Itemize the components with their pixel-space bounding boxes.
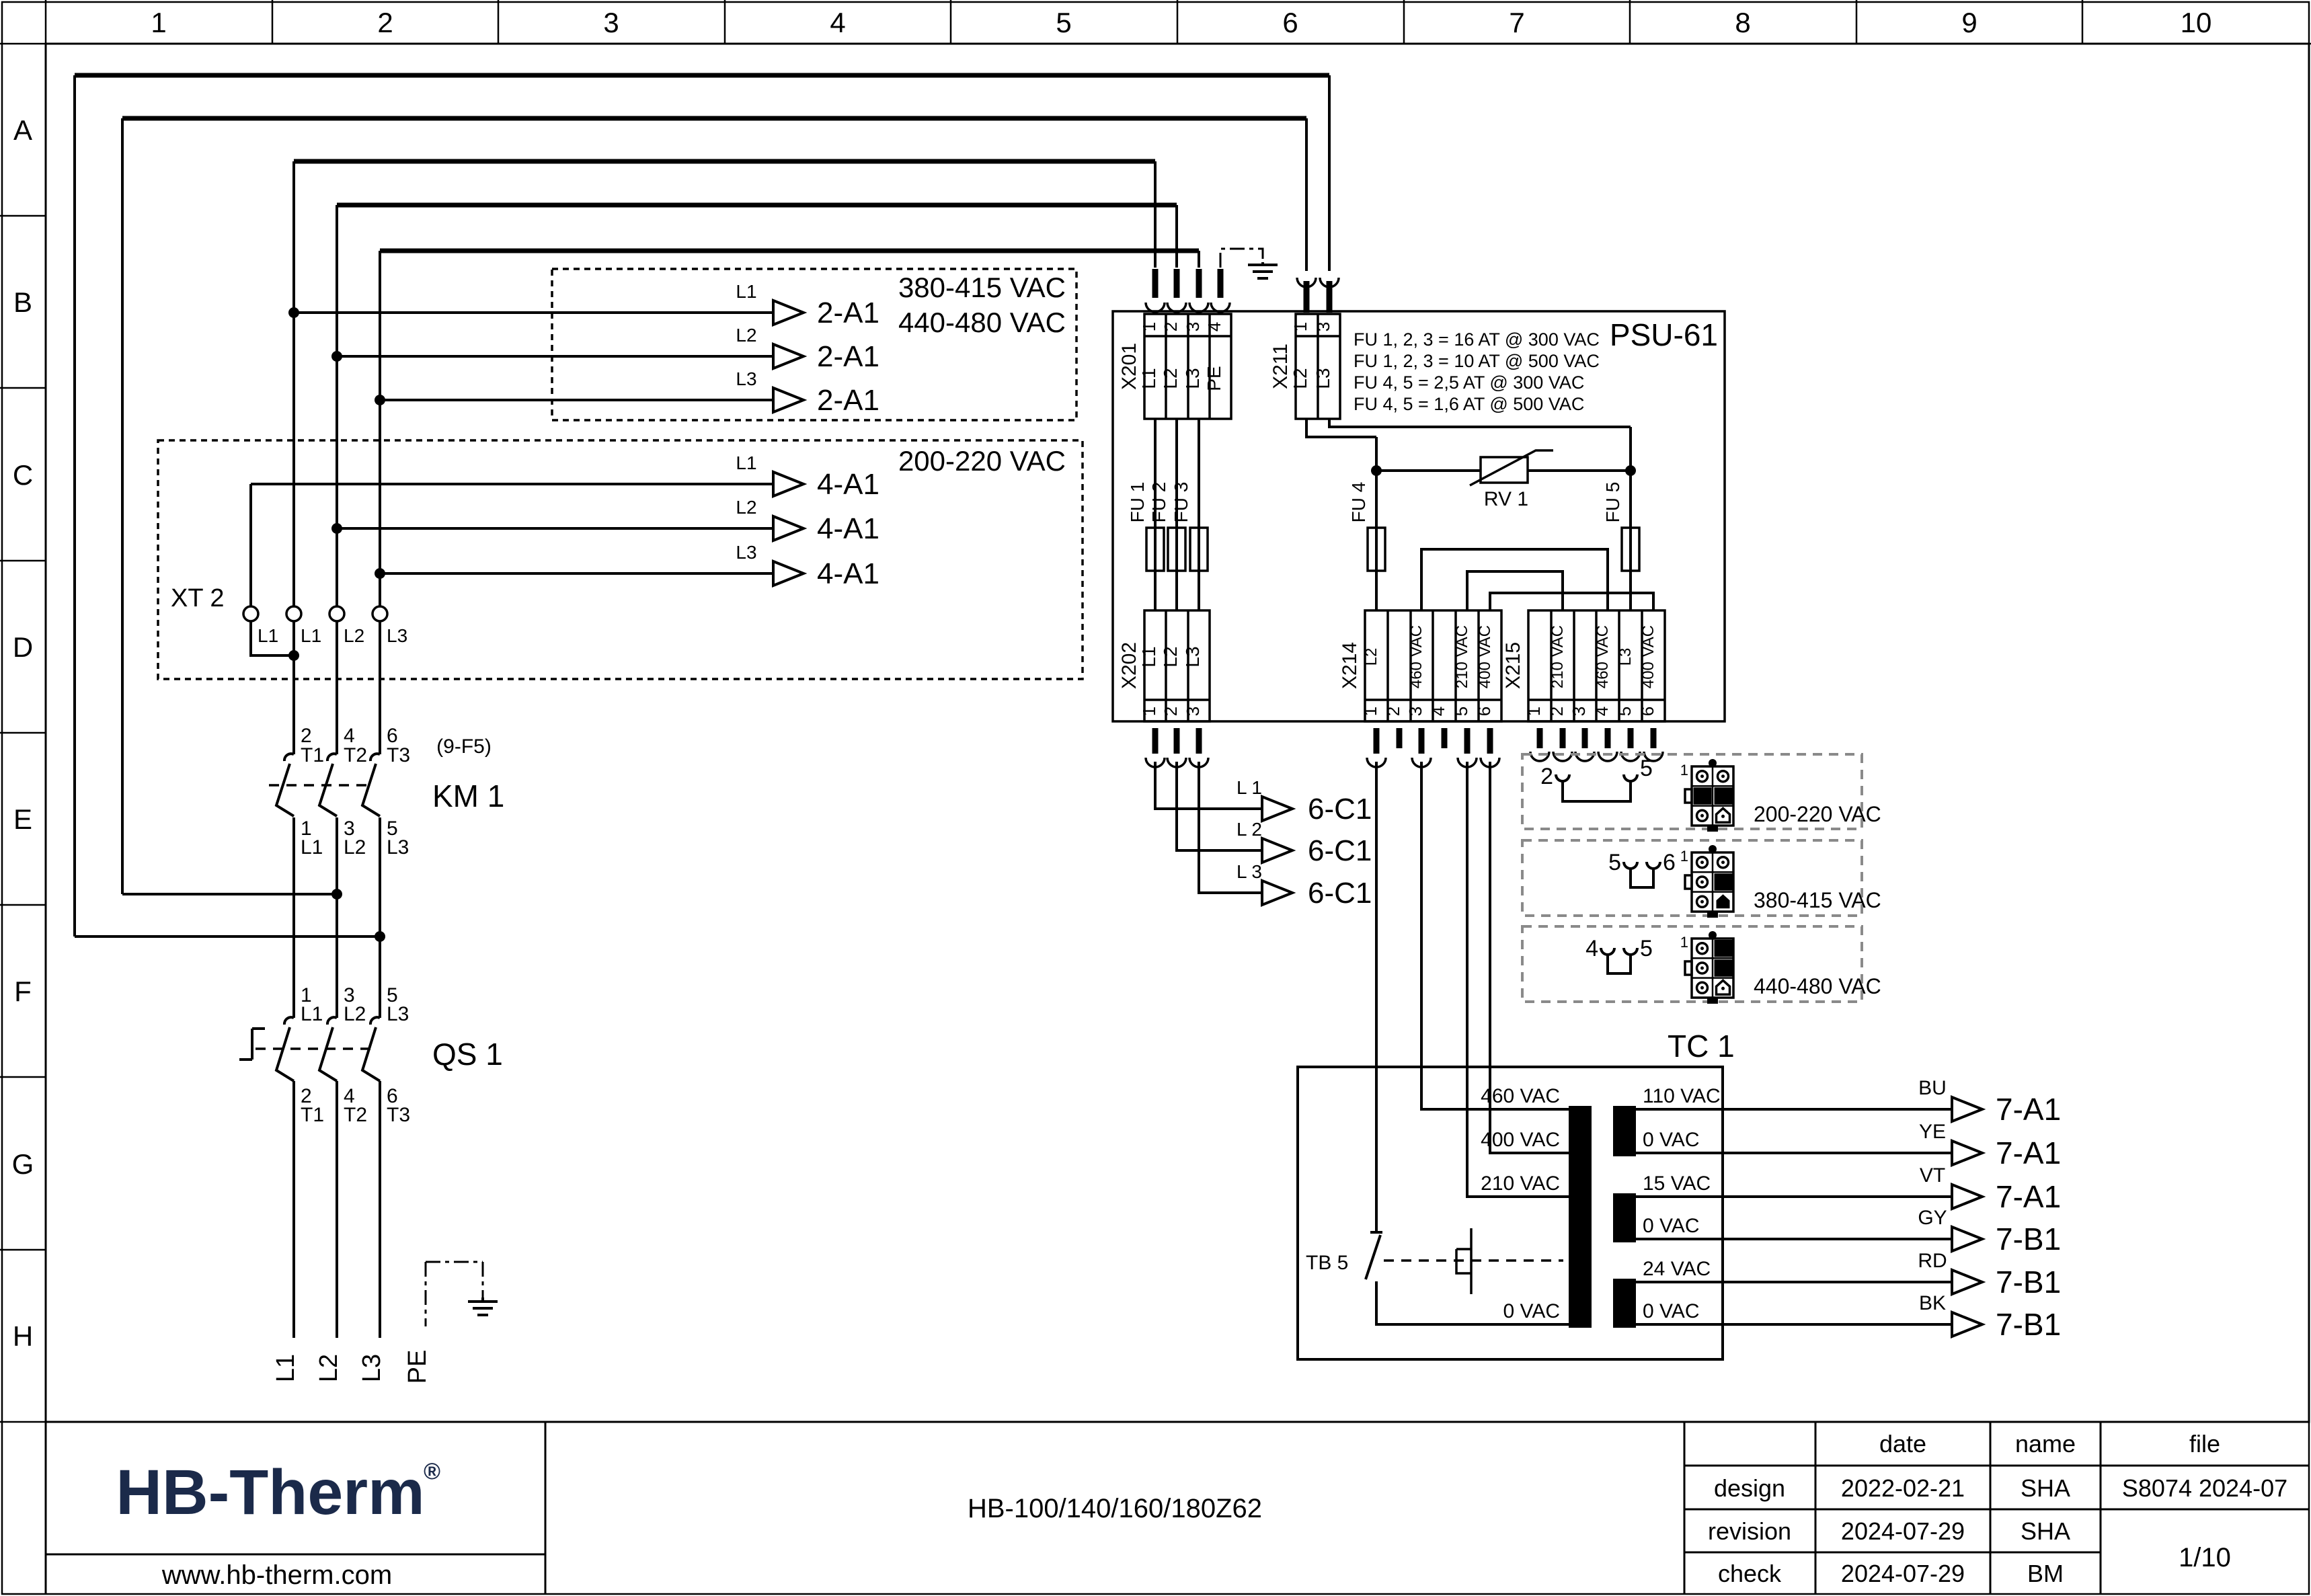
contact-pin: 6 <box>387 1085 398 1107</box>
svg-text:1: 1 <box>1290 321 1310 332</box>
main-switch-qs1 <box>239 984 503 1126</box>
fuse-note: FU 4, 5 = 1,6 AT @ 500 VAC <box>1354 394 1585 414</box>
secondary-outputs <box>1918 1077 2061 1342</box>
svg-text:3: 3 <box>1183 321 1203 332</box>
connector-name: X201 <box>1118 342 1140 391</box>
secondary-winding <box>1613 1106 1636 1156</box>
svg-text:RV 1: RV 1 <box>1483 488 1529 510</box>
signal-arrow <box>1262 881 1292 905</box>
svg-text:FU 3: FU 3 <box>1171 481 1191 523</box>
connector-x215 <box>1502 610 1665 721</box>
svg-text:460 VAC: 460 VAC <box>1407 625 1425 689</box>
svg-text:L3: L3 <box>1313 368 1333 389</box>
grid-row-label: F <box>14 975 32 1007</box>
varistor-icon <box>1481 457 1528 483</box>
contact-pin: 5 <box>387 984 398 1006</box>
grid-row-label: B <box>13 286 33 318</box>
fuse-note: FU 4, 5 = 2,5 AT @ 300 VAC <box>1354 372 1585 393</box>
svg-text:400 VAC: 400 VAC <box>1476 625 1494 689</box>
signal-ref: 7-B1 <box>1996 1265 2062 1300</box>
svg-text:3: 3 <box>1183 706 1203 717</box>
signal-ref: 2-A1 <box>817 384 879 417</box>
wire-color-label: RD <box>1918 1250 1947 1272</box>
device-name: QS 1 <box>432 1037 503 1072</box>
svg-text:FU 1: FU 1 <box>1127 481 1148 523</box>
svg-text:1: 1 <box>1360 706 1380 717</box>
svg-text:L1: L1 <box>1138 646 1159 668</box>
svg-text:6: 6 <box>1474 706 1494 717</box>
company-logo: HB-Therm <box>116 1457 425 1528</box>
svg-text:2: 2 <box>1546 706 1567 717</box>
svg-text:4: 4 <box>1204 321 1224 332</box>
row-name: BM <box>2027 1560 2064 1587</box>
svg-text:5: 5 <box>1608 850 1621 875</box>
svg-text:PE: PE <box>1204 366 1224 391</box>
signal-arrow <box>1952 1097 1982 1121</box>
terminal-label: L1 <box>301 625 322 646</box>
document-title: HB-100/140/160/180Z62 <box>967 1494 1263 1523</box>
contact-pin: L1 <box>301 1003 323 1025</box>
svg-text:2: 2 <box>1161 706 1181 717</box>
mains-entry <box>272 1262 498 1384</box>
col-header-date: date <box>1879 1430 1927 1458</box>
svg-text:4: 4 <box>1585 936 1598 961</box>
signal-arrow <box>773 516 804 541</box>
transformer-tc1 <box>1298 1029 1952 1359</box>
row-label: check <box>1717 1560 1782 1587</box>
primary-tap-label: 0 VAC <box>1503 1300 1560 1322</box>
signal-arrow <box>773 472 804 496</box>
ground-icon <box>468 1298 498 1315</box>
signal-arrow <box>1952 1185 1982 1209</box>
svg-text:3: 3 <box>1313 321 1333 332</box>
signal-ref: 4-A1 <box>817 557 879 590</box>
terminal-circle <box>373 606 387 621</box>
svg-text:1: 1 <box>1139 321 1159 332</box>
wire-label: L2 <box>736 497 757 518</box>
svg-text:L1: L1 <box>1138 368 1159 389</box>
file-number: S8074 2024-07 <box>2121 1474 2288 1502</box>
terminal-label: L3 <box>387 625 408 646</box>
grid-row-label: A <box>13 114 33 146</box>
grid-row-label: E <box>13 803 33 835</box>
device-name: KM 1 <box>432 779 505 813</box>
contact-pin: 2 <box>301 725 312 747</box>
title-block <box>46 1422 2309 1594</box>
signal-ref: 4-A1 <box>817 512 879 545</box>
svg-text:1: 1 <box>1680 762 1688 779</box>
contact-pin: 6 <box>387 725 398 747</box>
contact-pin: 5 <box>387 817 398 840</box>
grid-col-label: 9 <box>1961 7 1977 38</box>
signal-arrow <box>773 388 804 412</box>
connector-x202 <box>1118 610 1210 721</box>
wire-color-label: GY <box>1918 1207 1947 1229</box>
signal-arrow <box>1262 838 1292 863</box>
plug-socket-icon <box>1297 278 1339 287</box>
row-label: revision <box>1707 1517 1792 1545</box>
contactor-km1 <box>269 725 504 859</box>
primary-winding <box>1569 1106 1592 1328</box>
wire-label: L1 <box>736 452 757 473</box>
phase-label: L2 <box>315 1353 343 1383</box>
secondary-tap-label: 0 VAC <box>1643 1129 1700 1151</box>
secondary-tap-label: 15 VAC <box>1643 1172 1711 1195</box>
connector-key-icon <box>1680 759 1733 832</box>
svg-text:L2: L2 <box>1290 368 1310 389</box>
wire-label: L3 <box>736 542 757 563</box>
svg-text:2: 2 <box>1161 321 1181 332</box>
svg-text:3: 3 <box>1405 706 1425 717</box>
row-date: 2024-07-29 <box>1840 1517 1965 1545</box>
contact-pin: 3 <box>344 984 355 1006</box>
contact-pin: L2 <box>344 1003 366 1025</box>
connector-name: X202 <box>1118 641 1140 690</box>
registered-mark: ® <box>424 1459 441 1484</box>
grid-col-label: 4 <box>830 7 846 38</box>
svg-text:L3: L3 <box>1182 646 1203 668</box>
grid-row-label: C <box>12 459 34 491</box>
svg-text:210 VAC: 210 VAC <box>1453 625 1471 689</box>
option-box-440-480 <box>1522 926 1881 1004</box>
voltage-box-380-480 <box>288 269 1076 420</box>
terminal-label: L1 <box>258 625 279 646</box>
device-name: TC 1 <box>1668 1029 1735 1064</box>
contact-pin: L3 <box>387 836 409 859</box>
connector-name: X215 <box>1502 641 1524 690</box>
contact-pin: T3 <box>387 1104 411 1126</box>
c1-arrows <box>1237 777 1372 910</box>
svg-text:FU 4: FU 4 <box>1348 481 1369 523</box>
wire-color-label: BU <box>1918 1077 1947 1099</box>
svg-text:2: 2 <box>1540 764 1553 789</box>
svg-text:4: 4 <box>1428 706 1448 717</box>
row-label: design <box>1713 1474 1786 1502</box>
terminal-block-name: XT 2 <box>171 584 225 612</box>
row-name: SHA <box>2020 1517 2071 1545</box>
svg-text:1: 1 <box>1680 934 1688 951</box>
option-box-200-220 <box>1522 754 1881 832</box>
company-website: www.hb-therm.com <box>161 1560 393 1590</box>
signal-arrow <box>1952 1227 1982 1251</box>
contact-pin: T3 <box>387 744 411 766</box>
svg-text:1: 1 <box>1680 848 1688 865</box>
signal-ref: 7-A1 <box>1996 1092 2062 1127</box>
primary-tap-label: 210 VAC <box>1481 1172 1560 1195</box>
wire-color-label: BK <box>1918 1292 1947 1314</box>
svg-text:1: 1 <box>1524 706 1544 717</box>
grid-row-label: D <box>12 631 34 663</box>
signal-ref: 7-B1 <box>1996 1307 2062 1342</box>
terminal-circle <box>329 606 344 621</box>
wire-label: L1 <box>736 281 757 302</box>
device-name: PSU-61 <box>1609 317 1718 352</box>
contact-pin: 2 <box>301 1085 312 1107</box>
grid-col-label: 5 <box>1056 7 1072 38</box>
secondary-winding <box>1613 1193 1636 1242</box>
primary-tap-label: 460 VAC <box>1481 1085 1560 1107</box>
signal-arrow <box>1952 1312 1982 1336</box>
phase-label: L3 <box>358 1353 386 1383</box>
svg-text:460 VAC: 460 VAC <box>1594 625 1612 689</box>
svg-text:4: 4 <box>1592 706 1612 717</box>
contact-pin: L3 <box>387 1003 409 1025</box>
pe-label: PE <box>403 1349 432 1384</box>
contact-pin: T1 <box>301 1104 325 1126</box>
voltage-box-200-220 <box>158 440 1083 679</box>
fuse-note: FU 1, 2, 3 = 10 AT @ 500 VAC <box>1354 351 1600 371</box>
secondary-tap-label: 0 VAC <box>1643 1215 1700 1237</box>
signal-arrow <box>1952 1141 1982 1165</box>
wire-color-label: YE <box>1918 1121 1947 1143</box>
svg-text:L3: L3 <box>1182 368 1203 389</box>
contact-pin: T2 <box>344 744 368 766</box>
row-date: 2024-07-29 <box>1840 1560 1965 1587</box>
connector-key-icon <box>1680 931 1733 1004</box>
psu-61 <box>1113 249 1725 721</box>
wire-label: L3 <box>736 368 757 389</box>
signal-ref: 6-C1 <box>1308 834 1372 867</box>
terminal-circle <box>286 606 301 621</box>
svg-text:L2: L2 <box>1362 647 1380 666</box>
svg-text:5: 5 <box>1451 706 1471 717</box>
svg-text:2: 2 <box>1383 706 1403 717</box>
secondary-tap-label: 0 VAC <box>1643 1300 1700 1322</box>
contact-pin: 1 <box>301 817 312 840</box>
contact-pin: 4 <box>344 725 355 747</box>
option-label: 380-415 VAC <box>1754 888 1881 912</box>
cross-ref: (9-F5) <box>436 735 492 758</box>
signal-arrow <box>1952 1270 1982 1294</box>
page-number: 1/10 <box>2179 1543 2231 1572</box>
signal-arrow <box>773 301 804 325</box>
svg-text:FU 5: FU 5 <box>1602 481 1623 523</box>
ground-icon <box>1248 262 1278 278</box>
svg-text:5: 5 <box>1640 756 1653 781</box>
wire-label: L 1 <box>1237 777 1262 798</box>
wire-label: L 3 <box>1237 861 1262 882</box>
connector-name: X214 <box>1339 641 1361 690</box>
wire-color-label: VT <box>1919 1164 1946 1187</box>
svg-text:6: 6 <box>1663 850 1676 875</box>
svg-text:5: 5 <box>1614 706 1635 717</box>
signal-ref: 6-C1 <box>1308 877 1372 910</box>
voltage-range-label: 440-480 VAC <box>898 307 1066 338</box>
wire-label: L 2 <box>1237 819 1262 840</box>
grid-col-label: 10 <box>2180 7 2212 38</box>
svg-text:L3: L3 <box>1616 647 1635 666</box>
fuse-note: FU 1, 2, 3 = 16 AT @ 300 VAC <box>1354 329 1600 350</box>
svg-text:6: 6 <box>1637 706 1657 717</box>
grid-col-label: 8 <box>1735 7 1751 38</box>
terminal-label: L2 <box>344 625 365 646</box>
grid-col-label: 2 <box>377 7 393 38</box>
connector-x201 <box>1118 269 1231 419</box>
contact-pin: L2 <box>344 836 366 859</box>
grid-row-label: H <box>12 1320 34 1352</box>
contact-pin: L1 <box>301 836 323 859</box>
signal-ref: 2-A1 <box>817 340 879 373</box>
contact-pin: 3 <box>344 817 355 840</box>
svg-text:3: 3 <box>1569 706 1589 717</box>
contact-pin: T2 <box>344 1104 368 1126</box>
contact-pin: 1 <box>301 984 312 1006</box>
grid-row-label: G <box>11 1148 34 1180</box>
row-name: SHA <box>2020 1474 2071 1502</box>
svg-text:FU 2: FU 2 <box>1148 481 1169 523</box>
grid-col-label: 6 <box>1282 7 1298 38</box>
option-label: 200-220 VAC <box>1754 802 1881 826</box>
svg-text:210 VAC: 210 VAC <box>1549 625 1567 689</box>
grid-col-label: 1 <box>151 7 167 38</box>
voltage-range-label: 200-220 VAC <box>898 445 1066 477</box>
signal-ref: 4-A1 <box>817 468 879 501</box>
terminal-circle <box>243 606 258 621</box>
grid-col-label: 3 <box>603 7 619 38</box>
svg-text:1: 1 <box>1139 706 1159 717</box>
col-header-name: name <box>2014 1430 2076 1458</box>
connector-name: X211 <box>1269 344 1292 389</box>
svg-text:L2: L2 <box>1160 368 1181 389</box>
contact-pin: T1 <box>301 744 325 766</box>
row-date: 2022-02-21 <box>1840 1474 1965 1502</box>
connector-key-icon <box>1680 845 1733 918</box>
contact-pin: 4 <box>344 1085 355 1107</box>
signal-arrow <box>1262 797 1292 821</box>
connector-x214 <box>1339 610 1501 721</box>
wire-label: L2 <box>736 325 757 346</box>
secondary-winding <box>1613 1279 1636 1328</box>
signal-ref: 7-A1 <box>1996 1135 2062 1170</box>
svg-text:5: 5 <box>1640 936 1653 961</box>
signal-ref: 6-C1 <box>1308 793 1372 826</box>
signal-ref: 7-A1 <box>1996 1179 2062 1214</box>
voltage-range-label: 380-415 VAC <box>898 272 1066 303</box>
grid-col-label: 7 <box>1509 7 1525 38</box>
connector-x211 <box>1269 278 1340 419</box>
phase-label: L1 <box>272 1353 300 1383</box>
thermal-contact-label: TB 5 <box>1306 1252 1349 1274</box>
secondary-tap-label: 110 VAC <box>1643 1085 1721 1107</box>
secondary-tap-label: 24 VAC <box>1643 1258 1711 1280</box>
option-box-380-415 <box>1522 840 1881 918</box>
signal-arrow <box>773 344 804 368</box>
primary-tap-label: 400 VAC <box>1481 1129 1560 1151</box>
signal-arrow <box>773 561 804 586</box>
option-label: 440-480 VAC <box>1754 974 1881 998</box>
svg-text:400 VAC: 400 VAC <box>1639 625 1657 689</box>
col-header-file: file <box>2189 1430 2221 1458</box>
svg-text:L2: L2 <box>1160 646 1181 668</box>
signal-ref: 2-A1 <box>817 296 879 329</box>
signal-ref: 7-B1 <box>1996 1222 2062 1256</box>
